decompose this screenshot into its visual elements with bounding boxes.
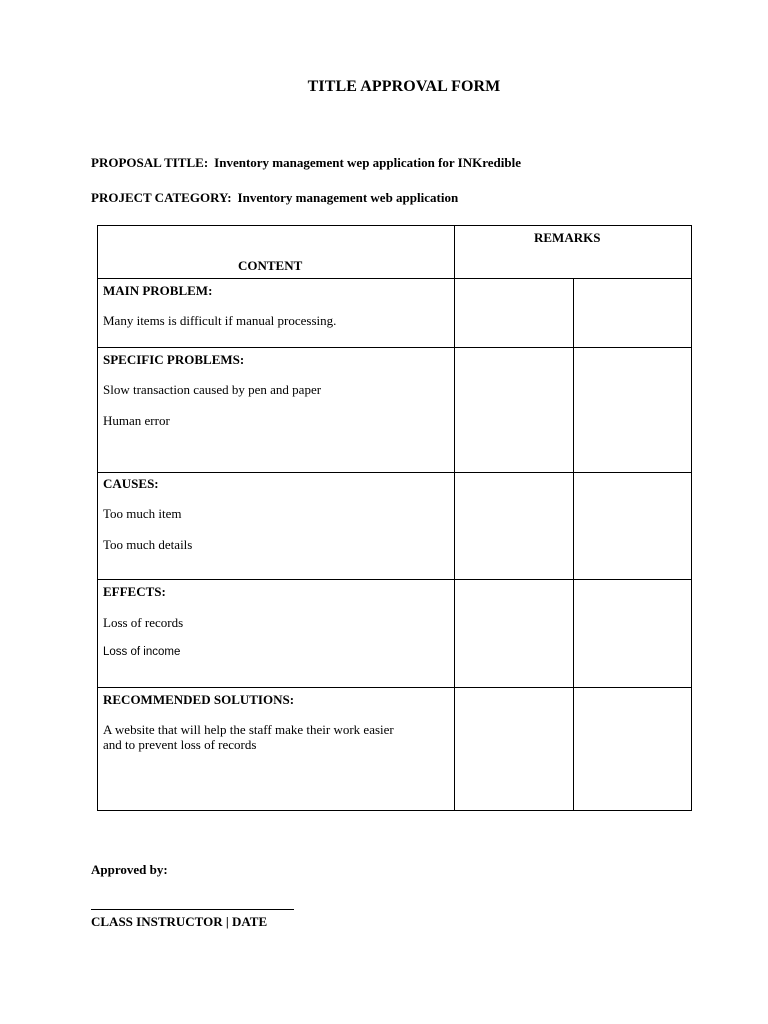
section-line: Too much details bbox=[103, 537, 193, 552]
approval-table bbox=[97, 225, 692, 811]
table-border-right bbox=[691, 225, 692, 811]
remarks-split-divider bbox=[573, 278, 574, 811]
section-line: Slow transaction caused by pen and paper bbox=[103, 382, 322, 397]
proposal-title-line bbox=[91, 155, 521, 171]
section-heading: MAIN PROBLEM: bbox=[103, 283, 213, 298]
section-line: Many items is difficult if manual processing. bbox=[103, 313, 337, 328]
remarks-header: REMARKS bbox=[534, 230, 601, 245]
section-line: Too much item bbox=[103, 506, 182, 521]
header-row-divider bbox=[97, 278, 692, 279]
section-line: and to prevent loss of records bbox=[103, 737, 257, 752]
section-heading: CAUSES: bbox=[103, 476, 159, 491]
proposal-title-label: PROPOSAL TITLE: bbox=[91, 155, 209, 170]
form-title: TITLE APPROVAL FORM bbox=[307, 78, 501, 95]
section-line: A website that will help the staff make their work easier bbox=[103, 722, 394, 737]
row-divider-4 bbox=[97, 687, 692, 688]
row-divider-2 bbox=[97, 472, 692, 473]
section-heading: RECOMMENDED SOLUTIONS: bbox=[103, 692, 295, 707]
content-header: CONTENT bbox=[238, 258, 303, 273]
section-heading: SPECIFIC PROBLEMS: bbox=[103, 352, 245, 367]
table-border-left bbox=[97, 225, 98, 811]
proposal-title-value: Inventory management wep application for INKredible bbox=[214, 155, 521, 170]
signature-line bbox=[91, 909, 294, 910]
section-line: Human error bbox=[103, 413, 170, 428]
content-remarks-divider bbox=[454, 225, 455, 811]
table-border-top bbox=[97, 225, 692, 226]
table-border-bottom bbox=[97, 810, 692, 811]
section-heading: EFFECTS: bbox=[103, 584, 166, 599]
section-line: Loss of income bbox=[103, 646, 181, 658]
approved-by-label: Approved by: bbox=[91, 862, 168, 877]
signature-label: CLASS INSTRUCTOR | DATE bbox=[91, 914, 268, 929]
row-divider-1 bbox=[97, 347, 692, 348]
project-category-label: PROJECT CATEGORY: bbox=[91, 190, 232, 205]
project-category-value: Inventory management web application bbox=[237, 190, 459, 205]
section-line: Loss of records bbox=[103, 615, 184, 630]
row-divider-3 bbox=[97, 579, 692, 580]
project-category-line bbox=[91, 190, 458, 206]
